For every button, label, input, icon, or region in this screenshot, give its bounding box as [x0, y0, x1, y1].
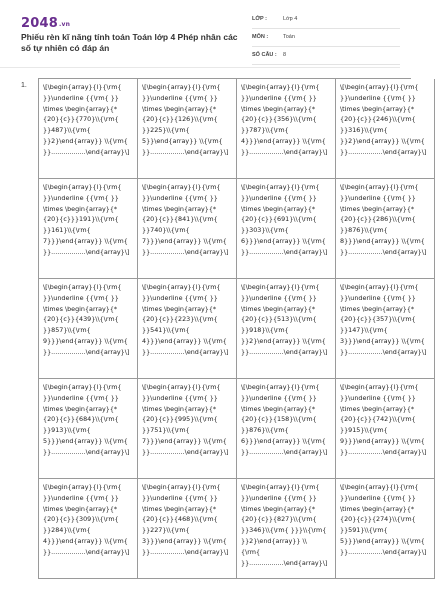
- table-cell: \[\begin{array}{l}{\rm{ }}\underline {{\rm{ }} \times \begin{array}{* {20}{c}}{223}\\{\rm{ }}541}\\{\rm{ 4}}}\end{array}} \\{\rm{ }}.................\end{array}\]: [138, 279, 237, 379]
- table-cell: \[\begin{array}{l}{\rm{ }}\underline {{\rm{ }} \times \begin{array}{* {20}{c}}{439}\\{\rm{ }}857}\\{\rm{ 9}}}\end{array}} \\{\rm{ }}.................\end{array}\]: [39, 279, 138, 379]
- worksheet-meta: [252, 14, 400, 68]
- question-number: 1.: [21, 82, 27, 89]
- meta-value: 8: [283, 52, 287, 58]
- meta-value: Lớp 4: [283, 16, 298, 22]
- meta-row-subject: [252, 32, 400, 47]
- meta-value: Toán: [283, 34, 295, 40]
- table-cell: \[\begin{array}{l}{\rm{ }}\underline {{\rm{ }} \times \begin{array}{* {20}{c}}{468}\\{\rm{ }}227}\\{\rm{ 3}}}\end{array}} \\{\rm{ }}.................\end{array}\]: [138, 479, 237, 579]
- header-divider: [0, 67, 400, 68]
- meta-label: MÔN :: [252, 34, 269, 40]
- worksheet-header: [0, 0, 400, 68]
- table-cell: \[\begin{array}{l}{\rm{ }}\underline {{\rm{ }} \times \begin{array}{* {20}{c}}{691}\\{\rm{ }}303}\\{\rm{ 6}}}\end{array}} \\{\rm{ }}.................\end{array}\]: [237, 179, 336, 279]
- table-cell: \[\begin{array}{l}{\rm{ }}\underline {{\rm{ }} \times \begin{array}{* {20}{c}}{356}\\{\rm{ }}787}\\{\rm{ 4}}}\end{array}} \\{\rm{ }}.................\end{array}\]: [237, 79, 336, 179]
- table-cell: \[\begin{array}{l}{\rm{ }}\underline {{\rm{ }} \times \begin{array}{* {20}{c}}{742}\\{\rm{ }}915}\\{\rm{ 9}}}\end{array}} \\{\rm{ }}.................\end{array}\]: [336, 379, 435, 479]
- table-cell: \[\begin{array}{l}{\rm{ }}\underline {{\rm{ }} \times \begin{array}{* {20}{c}}{995}\\{\rm{ }}751}\\{\rm{ 7}}}\end{array}} \\{\rm{ }}.................\end{array}\]: [138, 379, 237, 479]
- worksheet-title: Phiếu rèn kĩ năng tính toán Toán lớp 4 Phép nhân các số tự nhiên có đáp án: [21, 32, 238, 53]
- table-cell: \[\begin{array}{l}{\rm{ }}\underline {{\rm{ }} \times \begin{array}{* {20}{c}}{286}\\{\rm{ }}876}\\{\rm{ 8}}}\end{array}} \\{\rm{ }}.................\end{array}\]: [336, 179, 435, 279]
- table-cell: \[\begin{array}{l}{\rm{ }}\underline {{\rm{ }} \times \begin{array}{* {20}{c}}{309}\\{\rm{ }}284}\\{\rm{ 4}}}\end{array}} \\{\rm{ }}.................\end{array}\]: [39, 479, 138, 579]
- table-cell: \[\begin{array}{l}{\rm{ }}\underline {{\rm{ }} \times \begin{array}{* {20}{c}}{246}\\{\rm{ }}316}\\{\rm{ }}2}\end{array}} \\{\rm{ }}.................\end{array}\]: [336, 79, 435, 179]
- site-logo[interactable]: [21, 16, 70, 31]
- meta-label: SỐ CÂU :: [252, 52, 277, 58]
- table-cell: \[\begin{array}{l}{\rm{ }}\underline {{\rm{ }} \times \begin{array}{* {20}{c}}{770}\\{\rm{ }}487}\\{\rm{ }}2}\end{array}} \\{\rm{ }}.................\end{array}\]: [39, 79, 138, 179]
- logo-text: 2048: [21, 16, 58, 31]
- table-cell: \[\begin{array}{l}{\rm{ }}\underline {{\rm{ }} \times \begin{array}{* {20}{c}}{274}\\{\rm{ }}591}\\{\rm{ 5}}}\end{array}} \\{\rm{ }}.................\end{array}\]: [336, 479, 435, 579]
- table-cell: \[\begin{array}{l}{\rm{ }}\underline {{\rm{ }} \times \begin{array}{* {20}{c}}}191}\\{\rm{ }}161}\\{\rm{ 7}}}\end{array}} \\{\rm{ }}.................\end{array}\]: [39, 179, 138, 279]
- meta-label: LỚP :: [252, 16, 267, 22]
- meta-row-question-count: [252, 50, 400, 65]
- table-cell: \[\begin{array}{l}{\rm{ }}\underline {{\rm{ }} \times \begin{array}{* {20}{c}}{357}\\{\rm{ }}147}\\{\rm{ 3}}}\end{array}} \\{\rm{ }}.................\end{array}\]: [336, 279, 435, 379]
- logo-suffix: .vn: [58, 21, 71, 28]
- table-cell: \[\begin{array}{l}{\rm{ }}\underline {{\rm{ }} \times \begin{array}{* {20}{c}}{158}\\{\rm{ }}876}\\{\rm{ 6}}}\end{array}} \\{\rm{ }}.................\end{array}\]: [237, 379, 336, 479]
- table-cell: \[\begin{array}{l}{\rm{ }}\underline {{\rm{ }} \times \begin{array}{* {20}{c}}{126}\\{\rm{ }}225}\\{\rm{ 5}}\end{array}} \\{\rm{ }}.................\end{array}\]: [138, 79, 237, 179]
- question-table: [38, 78, 427, 579]
- table-cell: \[\begin{array}{l}{\rm{ }}\underline {{\rm{ }} \times \begin{array}{* {20}{c}}{827}\\{\rm{ }}346}\\{\rm{ }}}\\{\rm{ }}2}\end{array}} \\ {\rm{ }}.................\end{array}\]: [237, 479, 336, 579]
- table-cell: \[\begin{array}{l}{\rm{ }}\underline {{\rm{ }} \times \begin{array}{* {20}{c}}{513}\\{\rm{ }}918}\\{\rm{ }}2}\end{array}} \\{\rm{ }}.................\end{array}\]: [237, 279, 336, 379]
- meta-row-class: [252, 14, 400, 29]
- table-cell: \[\begin{array}{l}{\rm{ }}\underline {{\rm{ }} \times \begin{array}{* {20}{c}}{684}\\{\rm{ }}913}\\{\rm{ 5}}}\end{array}} \\{\rm{ }}.................\end{array}\]: [39, 379, 138, 479]
- table-cell: \[\begin{array}{l}{\rm{ }}\underline {{\rm{ }} \times \begin{array}{* {20}{c}}{841}\\{\rm{ }}740}\\{\rm{ 7}}}\end{array}} \\{\rm{ }}.................\end{array}\]: [138, 179, 237, 279]
